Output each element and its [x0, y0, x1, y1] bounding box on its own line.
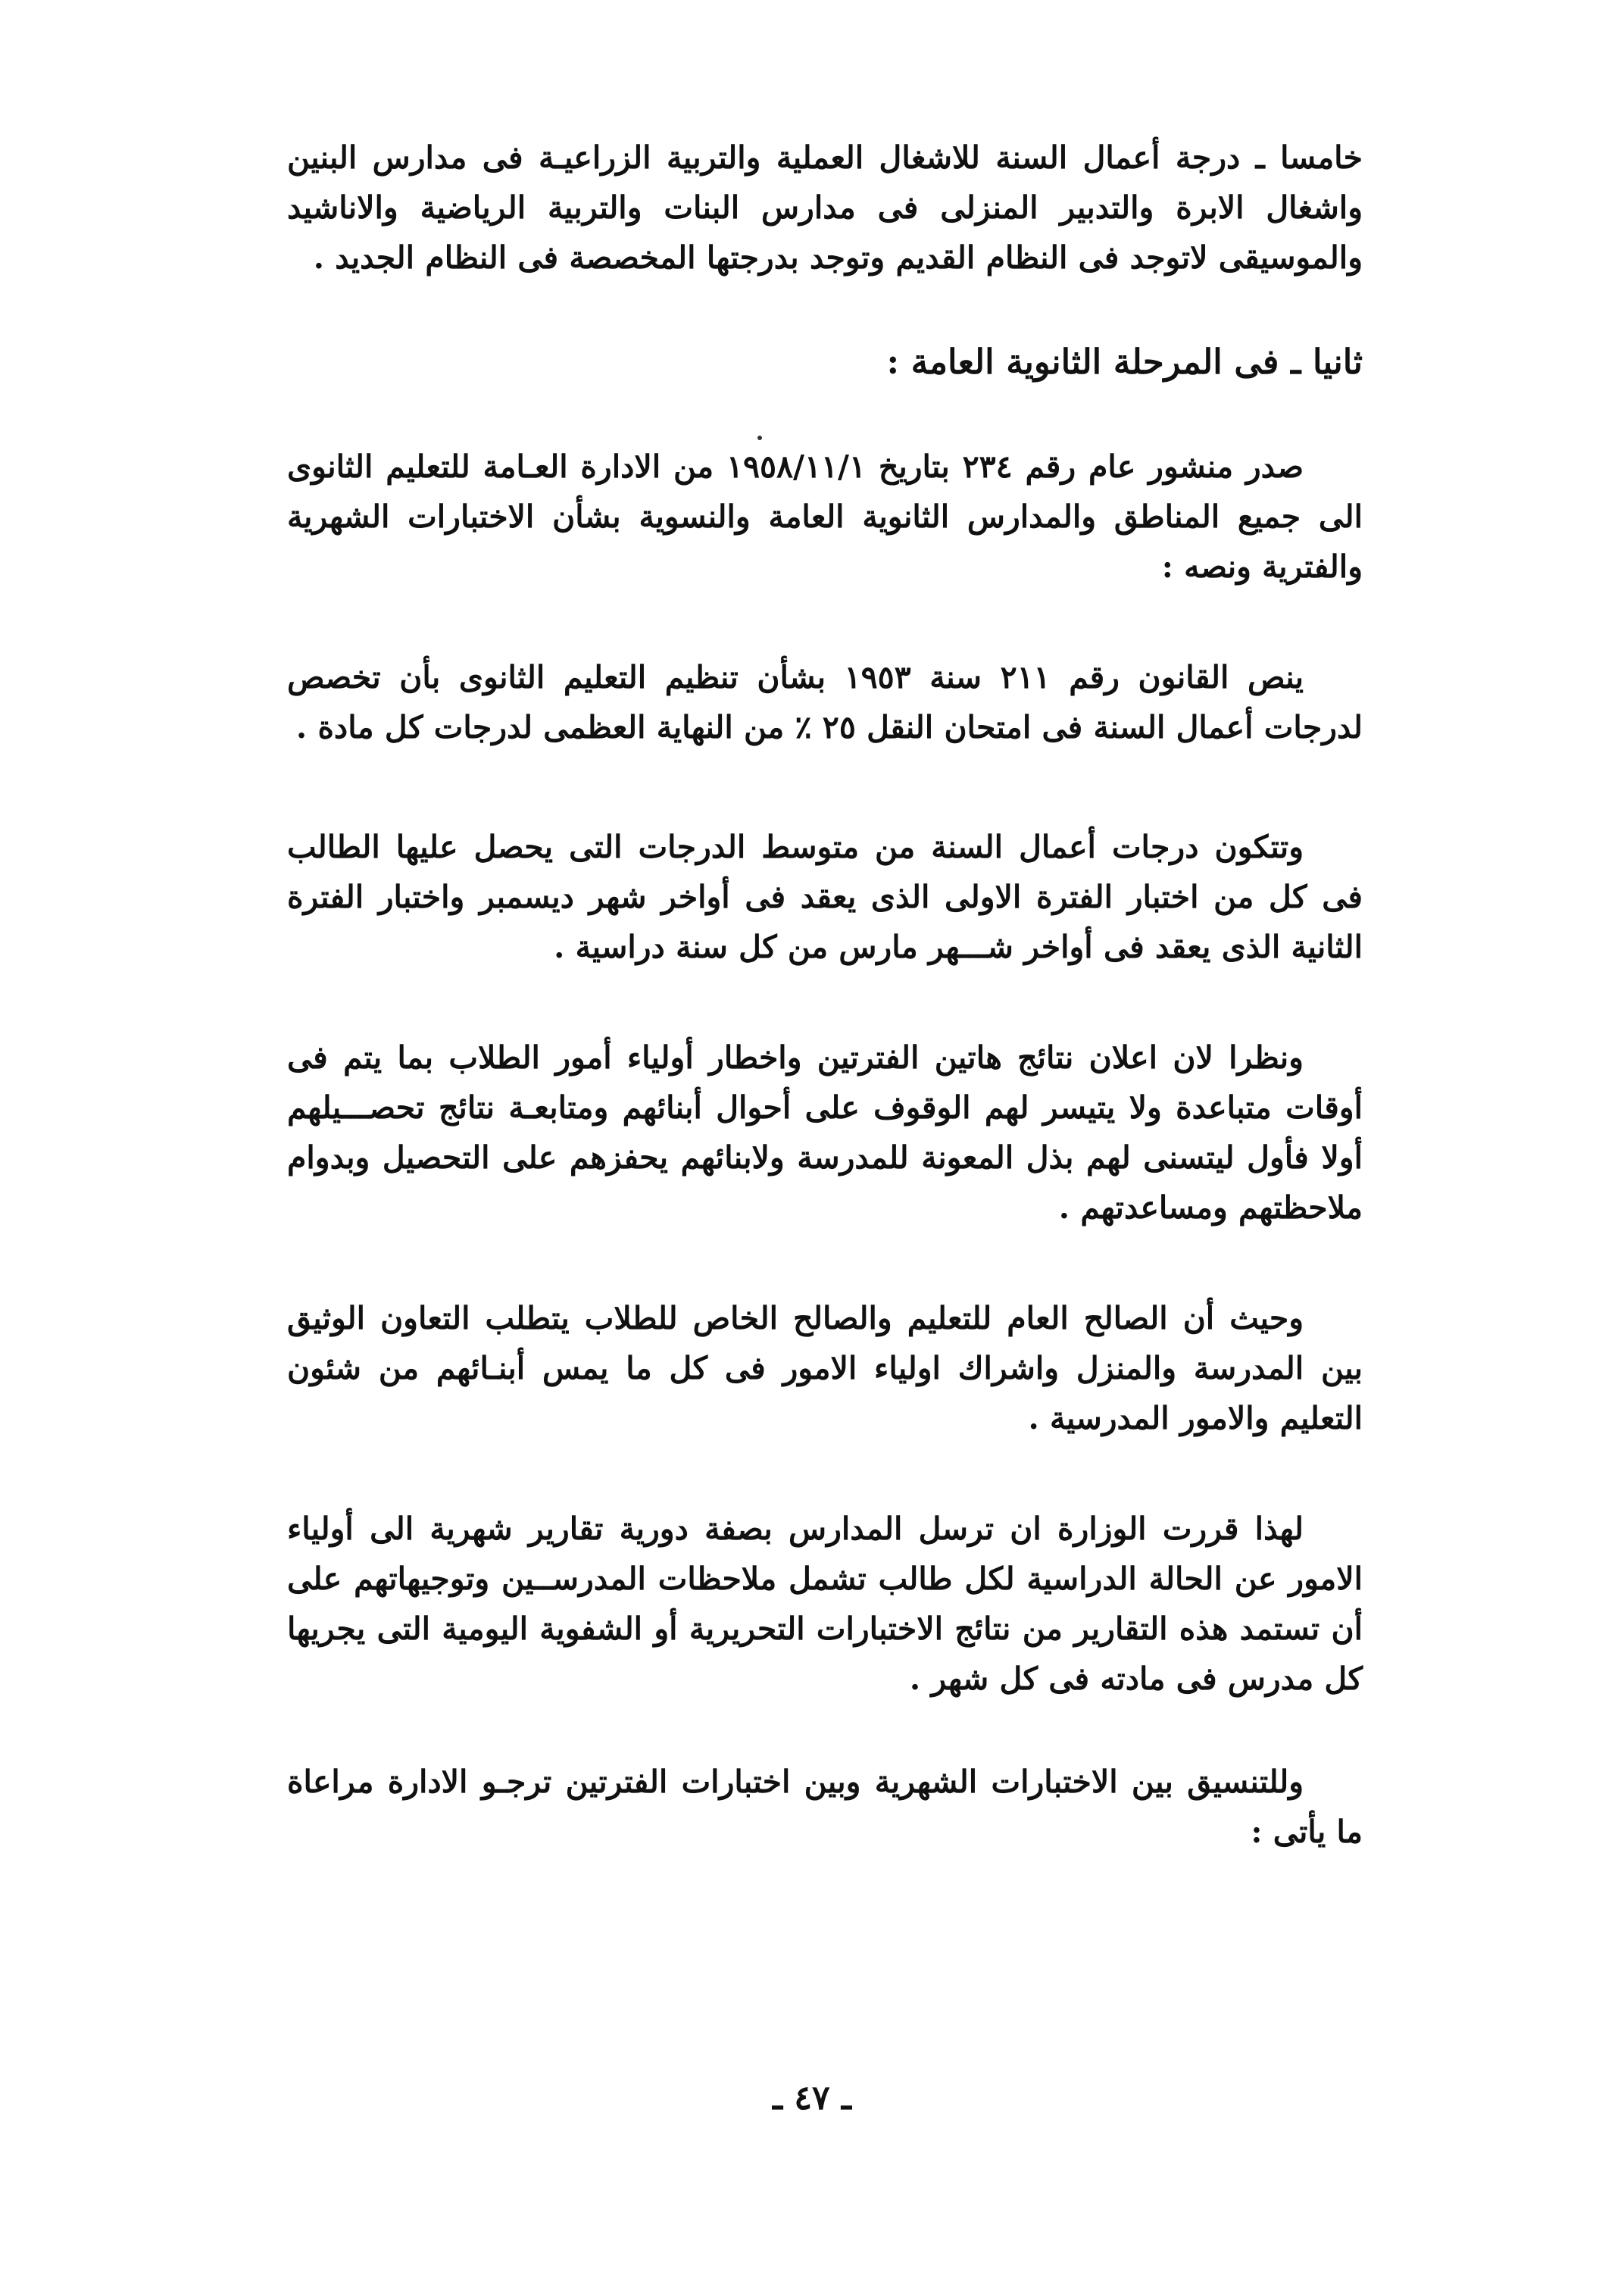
body-text: [287, 133, 1363, 1857]
paragraph-cooperation: وحيث أن الصالح العام للتعليم والصالح الخاص للطلاب يتطلب التعاون الوثيق بين المدرسة والمنزل واشراك اولياء الامور فى كل ما يمس أبنـائهم من شئون التعليم والامور المدرسية .: [287, 1300, 1363, 1436]
paragraph-grades: وتتكون درجات أعمال السنة من متوسط الدرجات التى يحصل عليها الطالب فى كل من اختبار الفترة الاولى الذى يعقد فى أواخر شهر ديسمبر واختبار الفترة الثانية الذى يعقد فى أواخر شـــهر مارس من كل سنة دراسية .: [287, 829, 1363, 965]
scan-speck: [757, 436, 762, 440]
paragraph-coordination: وللتنسيق بين الاختبارات الشهرية وبين اختبارات الفترتين ترجـو الادارة مراعاة ما يأتى :: [287, 1764, 1363, 1850]
paragraph-circular: صدر منشور عام رقم ٢٣٤ بتاريخ ١٩٥٨/١١/١ من الادارة العـامة للتعليم الثانوى الى جميع المناطق والمدارس الثانوية العامة والنسوية بشأن الاختبارات الشهرية والفترية ونصه :: [287, 448, 1363, 585]
paragraph-announcement: ونظرا لان اعلان نتائج هاتين الفترتين واخطار أولياء أمور الطلاب بما يتم فى أوقات متباعدة ولا يتيسر لهم الوقوف على أحوال أبنائهم ومتابعـة نتائج تحصـــيلهم أولا فأول ليتسنى لهم بذل المعونة للمدرسة ولابنائهم يحفزهم على التحصيل وبدوام ملاحظتهم ومساعدتهم .: [287, 1039, 1363, 1226]
paragraph-fifth-item: خامسا ـ درجة أعمال السنة للاشغال العملية والتربية الزراعيـة فى مدارس البنين واشغال الابرة والتدبير المنزلى فى مدارس البنات والتربية الرياضية والاناشيد والموسيقى لاتوجد فى النظام القديم وتوجد بدرجتها المخصصة فى النظام الجديد .: [287, 139, 1363, 276]
page-number: ـ ٤٧ ـ: [773, 2079, 851, 2117]
paragraph-reports: لهذا قررت الوزارة ان ترسل المدارس بصفة دورية تقارير شهرية الى أولياء الامور عن الحالة الدراسية لكل طالب تشمل ملاحظات المدرســين وتوجيهاتهم على أن تستمد هذه التقارير من نتائج الاختبارات التحريرية أو الشفوية اليومية التى يجريها كل مدرس فى مادته فى كل شهر .: [287, 1511, 1363, 1697]
paragraph-law: ينص القانون رقم ٢١١ سنة ١٩٥٣ بشأن تنظيم التعليم الثانوى بأن تخصص لدرجات أعمال السنة فى امتحان النقل ٢٥ ٪ من النهاية العظمى لدرجات كل مادة .: [287, 659, 1363, 745]
section-heading: ثانيا ـ فى المرحلة الثانوية العامة :: [886, 342, 1363, 382]
